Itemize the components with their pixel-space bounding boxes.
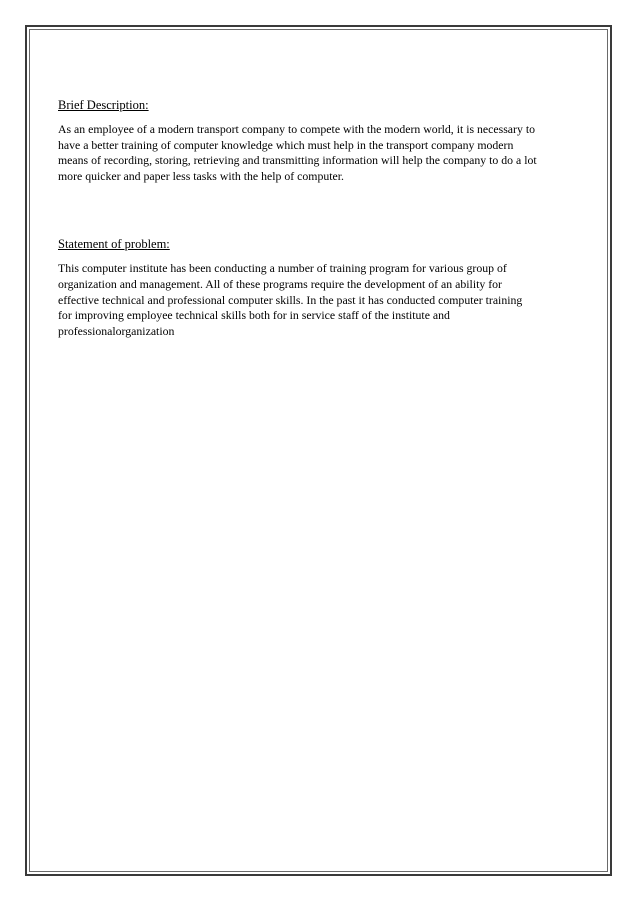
brief-description-heading: Brief Description: [58,98,149,112]
paragraph-line: effective technical and professional computer skills. In the past it has conducted computer training [58,292,523,307]
paragraph-line: more quicker and paper less tasks with the help of computer. [58,168,344,183]
statement-of-problem-paragraph [58,261,586,339]
brief-description-section [58,97,586,184]
document-body [58,97,586,339]
paragraph-line: means of recording, storing, retrieving and transmitting information will help the company to do a lot [58,153,537,168]
paragraph-line: organization and management. All of these programs require the development of an ability for [58,276,502,291]
statement-of-problem-section [58,236,586,339]
paragraph-line: have a better training of computer knowledge which must help in the transport company modern [58,137,514,152]
paragraph-line: This computer institute has been conducting a number of training program for various group of [58,261,507,276]
paragraph-line: As an employee of a modern transport company to compete with the modern world, it is necessary to [58,122,535,136]
paragraph-line: for improving employee technical skills both for in service staff of the institute and [58,308,450,323]
paragraph-line: professionalorganization [58,323,175,338]
statement-of-problem-heading: Statement of problem: [58,237,170,252]
brief-description-paragraph [58,122,586,184]
